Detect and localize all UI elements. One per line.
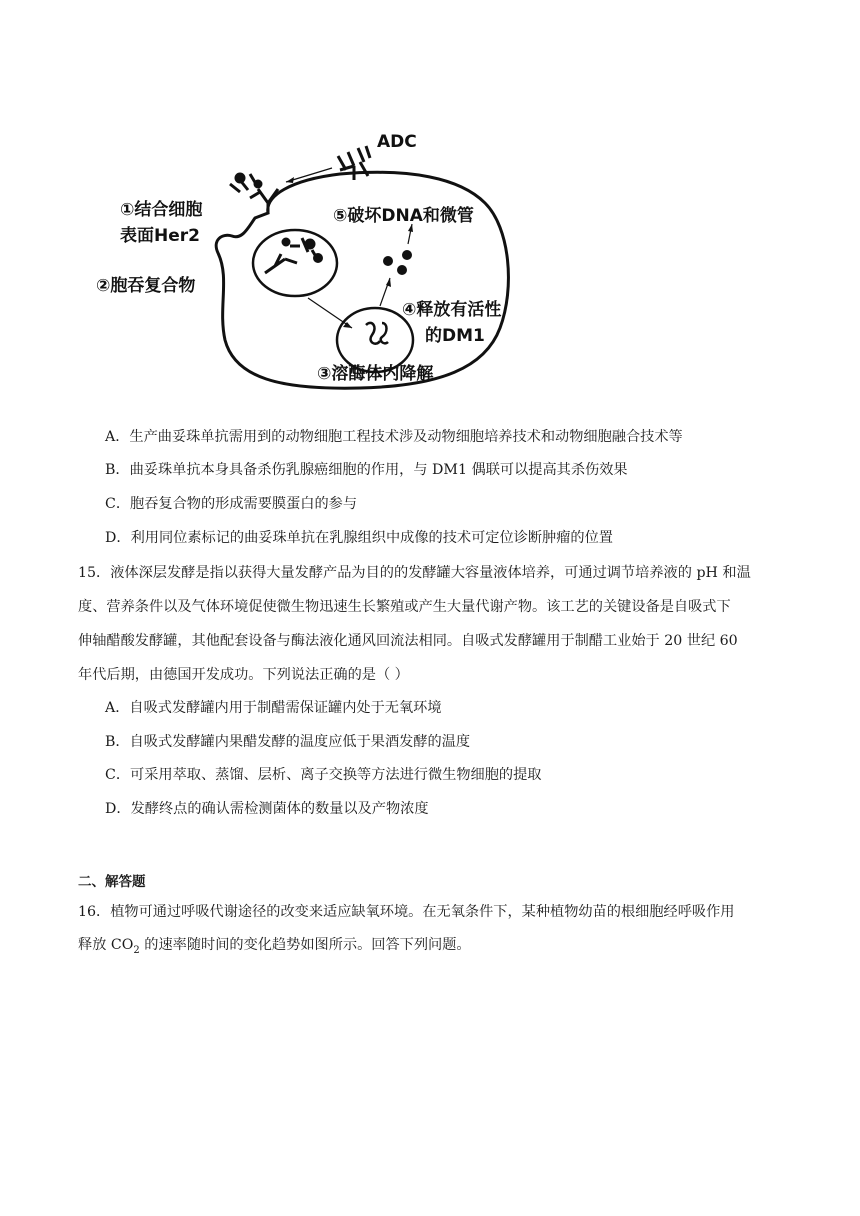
surface-antibody [230,174,278,213]
q15-text-line: 15．液体深层发酵是指以获得大量发酵产品为目的的发酵罐大容量液体培养，可通过调节培养液的 pH 和温 [78,565,751,581]
dm1-dot [383,256,393,266]
internal-complex [265,238,322,273]
label-step1-line2: 表面Her2 [120,226,200,246]
section-heading: 二、解答题 [78,874,146,890]
q14-option-c: C．胞吞复合物的形成需要膜蛋白的参与 [105,496,358,512]
q15-text-line: 伸轴醋酸发酵罐，其他配套设备与酶法液化通风回流法相同。自吸式发酵罐用于制醋工业始于 20 世纪 60 [78,633,738,649]
q16-text-after: 的速率随时间的变化趋势如图所示。回答下列问题。 [139,937,471,953]
cell-diagram [90,118,530,400]
label-step3: ③溶酶体内降解 [317,364,434,384]
label-step4-line2: 的DM1 [425,326,485,346]
q14-option-a: A．生产曲妥珠单抗需用到的动物细胞工程技术涉及动物细胞培养技术和动物细胞融合技术等 [105,429,683,445]
q16-text-before: 释放 CO [78,937,134,953]
q14-option-d: D．利用同位素标记的曲妥珠单抗在乳腺组织中成像的技术可定位诊断肿瘤的位置 [105,530,613,546]
label-step1: ①结合细胞 [120,200,203,220]
q15-option-c: C．可采用萃取、蒸馏、层析、离子交换等方法进行微生物细胞的提取 [105,767,542,783]
q16-text-line: 16．植物可通过呼吸代谢途径的改变来适应缺氧环境。在无氧条件下，某种植物幼苗的根细胞经呼吸作用 [78,904,735,920]
q15-option-b: B．自吸式发酵罐内果醋发酵的温度应低于果酒发酵的温度 [105,734,471,750]
label-adc: ADC [377,132,417,152]
adc-mechanism-figure [90,118,530,400]
dm1-dot [397,265,407,275]
label-step2: ②胞吞复合物 [96,276,196,296]
label-step5: ⑤破坏DNA和微管 [333,206,474,226]
q15-option-d: D．发酵终点的确认需检测菌体的数量以及产物浓度 [105,801,429,817]
q15-text-line: 年代后期，由德国开发成功。下列说法正确的是（ ） [78,667,409,683]
dm1-squiggle [366,323,388,344]
q15-text-line: 度、营养条件以及气体环境促使微生物迅速生长繁殖或产生大量代谢产物。该工艺的关键设备是自吸式下 [78,599,731,615]
arrow-to-lysosome [308,298,352,328]
q14-option-b: B．曲妥珠单抗本身具备杀伤乳腺癌细胞的作用，与 DM1 偶联可以提高其杀伤效果 [105,462,628,478]
co2-subscript: 2 [133,944,140,956]
label-step4: ④释放有活性 [402,300,502,320]
dm1-dot [402,250,412,260]
q16-text-line2 [78,935,471,955]
q15-option-a: A．自吸式发酵罐内用于制醋需保证罐内处于无氧环境 [105,700,442,716]
